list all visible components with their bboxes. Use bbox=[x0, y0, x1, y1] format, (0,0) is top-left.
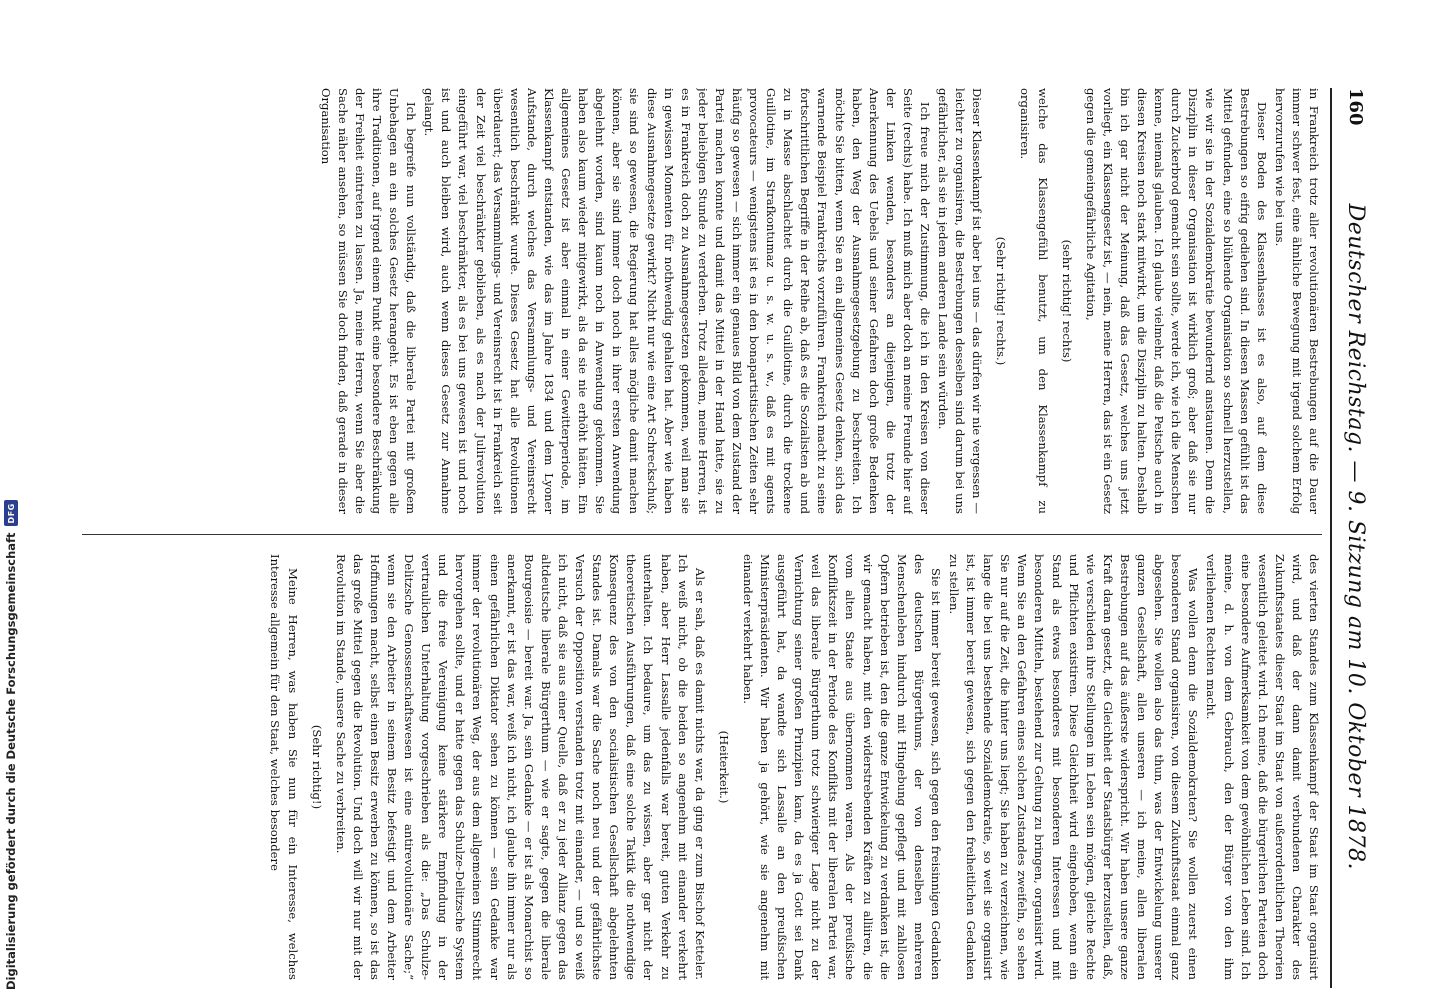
paragraph: Ich begreife nun vollständig, daß die liberale Partei mit großem Unbehagen an ein solches Gesetz herangeht. Es ist eben gegen alle ihre Traditionen, auf irgend einem Punkt eine besondere Beschränkung der Freiheit eintreten zu lassen. Ja, meine Herren, wenn Sie aber die Sache näher ansehen, so müssen Sie doch finden, daß gerade in dieser Organisation bbox=[318, 88, 419, 514]
paragraph: Meine Herren, was haben Sie nun für ein Interesse, welches Interesse allgemein für den Staat, welches besondere bbox=[268, 554, 300, 980]
stage-direction: (Sehr richtig! rechts.) bbox=[994, 236, 1009, 366]
stage-direction: (Heiterkeit.) bbox=[716, 730, 731, 804]
paragraph: Als er sah, daß es damit nichts war, da ging er zum Bischof Ketteler. Ich weiß nicht, ob die beiden so angenehm mit einander verkehrt haben, aber Herr Lassalle jedenfalls war bereit, guten Verkehr zu unterhalten. Ich bedaure, um das zu wissen, aber gar nicht der theoretischen Ausführungen, daß eine solche Taktik die nothwendige Konsequenz des von den socialistischen Gesellschaft abgelehnten Standes ist. Damals war die Sache noch neu und der gefährlichste Versuch der Opposition verstanden trotz mit einander, — und so weiß ich nicht, daß sie aus einer Quelle, daß er zu jeder Allianz gegen das altdeutsche liberale Bürgerthum — wie er sagte, gegen die liberale Bourgeoisie — bereit war. Ja, sein Gedanke — er ist als Monarchist so anerkannt, er ist das war, weiß ich nicht, ich glaube ihn immer nur als einen gefährlichen Diktator sehen zu können — sein Gedanke war immer der revolutionären Weg, der aus dem allgemeinen Stimmrecht hervorgehen sollte, und er hatte gegen das Schulze-Delitzsche System und die freie Vereinigung keine stärkere Empfindung in der vertraulichen Unterhaltung vorgeschrieben als die: „Das Schulze-Delitzsche Genossenschaftswesen ist eine antirevolutionäre Sache;“ wenn sie den Arbeiter in seinem Besitz befestigt und dem Arbeiter Hoffnungen macht, selbst einen Besitz erwerben zu können, so ist das das große Mittel gegen die Revolution. Und doch will wir nur mit der Revolution im Stande, unsere Sache zu verbreiten. bbox=[333, 554, 707, 980]
paragraph: Ich freue mich der Zustimmung, die ich in den Kreisen von dieser Seite (rechts) habe. Ich muß mich aber doch an meine Freunde hier auf der Linken wenden, besonders an diejenigen, die trotz der Anerkennung des Uebels und seiner Gefahren doch große Bedenken haben, den Weg der Ausnahmegesetzgebung zu beschreiten. Ich möchte Sie bitten, wenn Sie an ein allgemeines Gesetz denken, sich das warnende Beispiel Frankreichs vorzuführen. Frankreich macht zu seine fortschrittlichen Begriffe in der Reihe ab, daß es die Sozialisten ab und zu in Masse abschlachtet durch die Guillotine, durch die trockene Guillotine, im Strafkontumaz u. s. w. u. s. w., daß es mit agents provocateurs — wenigstens ist es in den bonapartistischen Zeiten sehr häufig so gewesen — sich immer ein genaues Bild von dem Zustand der Partei machen konnte und damit das Mittel in der Hand hatte, sie zu jeder beliebigen Stunde zu verderben. Trotz alledem, meine Herren, ist es in Frankreich doch zu Ausnahmegesetzen gekommen, weil man sie in gewissen Momenten für nothwendig gehalten hat. Aber wie haben diese Ausnahmegesetze gewirkt? Nicht nur wie eine Art Schreckschuß; sie sind so gewesen, die Regierung hat alles mögliche damit machen können, aber sie sind immer doch noch in ihrer ersten Anwendung abgelehnt worden, sind kaum noch in Anwendung gekommen. Sie haben also kaum wieder mitgewirkt, als da sie nie erhöht hätten. Ein allgemeines Gesetz ist aber einmal in einer Gewitterperiode, im Klassenkampf entstanden, wie das im Jahre 1834 und dem Lyoner Aufstande, durch welches das Versammlungs- und Vereinsrecht wesentlich beschränkt wurde. Dieses Gesetz hat alle Revolutionen überdauert; das Versammlungs- und Vereinsrecht ist in Frankreich seit der Zeit viel beschränkter geblieben, als es nach der Julirevolution eingeführt war, viel beschränkter, als es bei uns gewesen ist und noch ist und auch bleiben wird, auch wenn dieses Gesetz zur Annahme gelangt. bbox=[422, 88, 933, 514]
right-column bbox=[82, 554, 1322, 980]
paragraph: Dieser Klassenkampf ist aber bei uns — das dürfen wir nie vergessen — leichter zu organisiren, die Bestrebungen desselben sind darum bei uns gefährlicher, als sie in jedem anderen Lande sein würden. bbox=[936, 88, 985, 514]
page-title: Deutscher Reichstag. — 9. Sitzung am 10. Oktober 1878. bbox=[1343, 203, 1369, 870]
paragraph: Dieser Boden des Klassenhasses ist es also, auf dem diese Bestrebungen so eifrig gediehen sind. In diesen Massen gefühlt ist das Mittel gefunden, eine so blühende Organisation so schnell herzustellen, wie wir sie in der Sozialdemokratie bewundernd anstaunen. Denn die Disziplin in dieser Organisation ist wirklich groß; aber daß sie nur durch Zuckerbrod gemacht sein sollte, werde ich, wie ich die Menschen kenne, niemals glauben. Ich glaube vielmehr, daß die Peitsche auch in diesen Kreisen noch stark mitwirkt, um die Disziplin zu halten. Deshalb bin ich gar nicht der Meinung, daß das Gesetz, welches uns jetzt vorliegt, ein Klassengesetz ist, — nein, meine Herren, das ist ein Gesetz gegen die gemeingefährliche Agitation, bbox=[1083, 88, 1269, 514]
paragraph: in Frankreich trotz aller revolutionären Bestrebungen auf die Dauer immer schwer fest, eine ähnliche Bewegung mit irgend solchem Erfolg hervorzurufen wie bei uns. bbox=[1272, 88, 1321, 514]
rotated-page bbox=[76, 88, 1376, 988]
left-column bbox=[82, 88, 1322, 514]
running-head bbox=[1336, 88, 1376, 988]
paragraph: des vierten Standes zum Klassenkampf der Staat im Staat organisirt wird, und daß der dann damit verbundenen Charakter des Zukunftsstaates dieser Staat im Staat von außerordentlichen Theorien wesentlich geleitet wird. Ich meine, daß die bürgerlichen Parteien doch eine besondere Aufmerksamkeit von dem gewöhnlichen Leben sind. Ich meine, d. h. von dem Gebrauch, den der Bürger von den ihm verliehenen Rechten macht. bbox=[1204, 554, 1321, 980]
header-rule bbox=[1330, 88, 1332, 988]
credit-text: Digitalisierung gefördert durch die Deutsche Forschungsgemeinschaft bbox=[4, 532, 18, 990]
digitization-credit bbox=[4, 500, 18, 990]
page-number: 160 bbox=[1345, 88, 1367, 126]
stage-direction: (Sehr richtig!) bbox=[309, 724, 324, 810]
paragraph: welche das Klassengefühl benutzt, um den Klassenkampf zu organisiren. bbox=[1018, 88, 1050, 514]
paragraph: Sie ist immer bereit gewesen, sich gegen den freisinnigen Gedanken des deutschen Bürgerthums, der von denselben mehreren Menschenleben hindurch mit Hingebung gepflegt und mit zahllosen Opfern betrieben ist, den die ganze Entwickelung zu verdanken ist, die wir gemacht haben, mit den widerstrebenden Kräften zu alliiren, die vom alten Staate aus übernommen waren. Als der preußische Konfliktszeit in der Periode des Konflikts mit der liberalen Partei war, weil das liberale Bürgerthum trotz schwieriger Lage nicht zu der Vernichtung seiner großen Prinzipien kam, da es ja Gott sei Dank ausgeführt hat, da wandte sich Lassalle an den preußischen Ministerpräsidenten. Wir haben ja gehört, wie sie angenehm mit einander verkehrt haben. bbox=[740, 554, 943, 980]
dfg-logo: DFG bbox=[4, 500, 18, 526]
stage-direction: (sehr richtig! rechts) bbox=[1059, 239, 1074, 363]
column-divider bbox=[82, 534, 1322, 535]
paragraph: Was wollen denn die Sozialdemokraten? Sie wollen zuerst einen besonderen Stand organisiren, von diesem Zukunftsstaat einmal ganz abgesehen. Sie wollen also das thun, was der Entwickelung unserer ganzen Gesellschaft, allen unseren — ich meine, allen liberalen Bestrebungen auf das äußerste widerspricht. Wir haben unsere ganze Kraft daran gesetzt, die Gleichheit der Staatsbürger herzustellen, daß, wie verschieden ihre Stellungen im Leben sein mögen, gleiche Rechte und Pflichten existiren. Diese Gleichheit wird eingehoben, wenn ein Stand als etwas besonderes mit besonderen Interessen und mit besonderen Mitteln, bestehend zur Geltung zu bringen, organisirt wird. Wenn Sie an den Gefahren eines solchen Zustandes zweifeln, so sehen Sie nur auf die Zeit, die hinter uns liegt; Sie haben zu verzeichnen, wie lange die bei uns bestehende Sozialdemokratie, so weit sie organisirt ist, ist immer bereit gewesen, sich gegen den freiheitlichen Gedanken zu stellen. bbox=[947, 554, 1201, 980]
